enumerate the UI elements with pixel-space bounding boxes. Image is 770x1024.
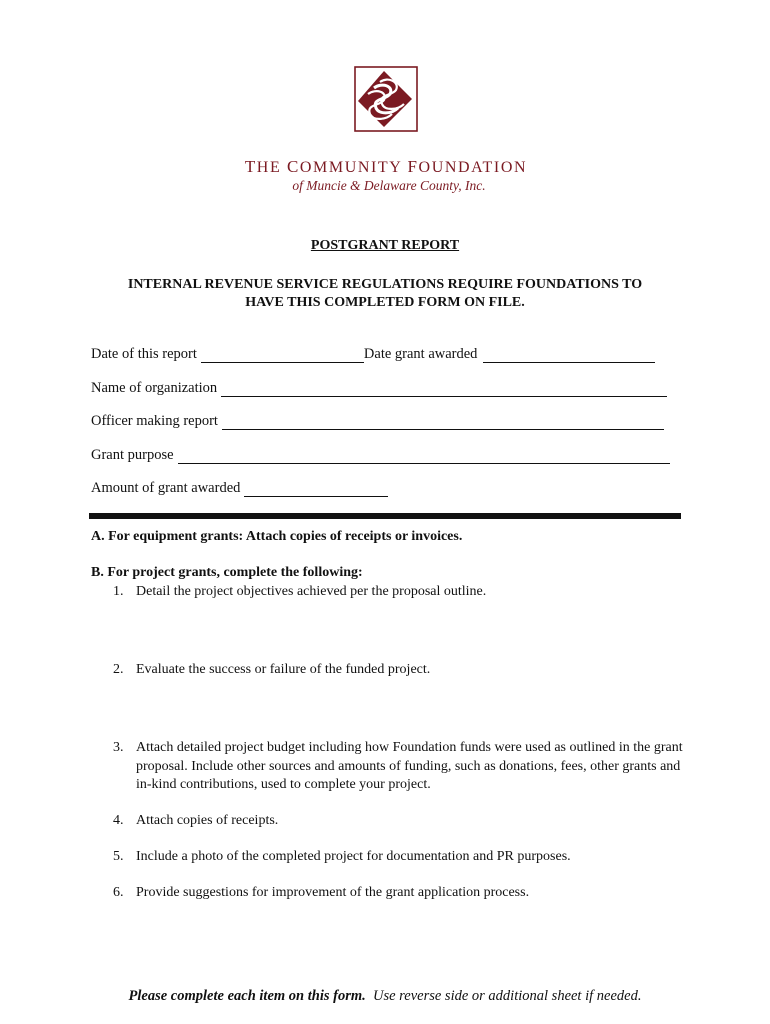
organization-subtitle: of Muncie & Delaware County, Inc. [292, 178, 486, 193]
organization-name: THE COMMUNITY FOUNDATION [244, 157, 528, 176]
item-text: Evaluate the success or failure of the funded project. [136, 662, 431, 677]
item-number: 4. [113, 813, 124, 828]
item-text: Detail the project objectives achieved per the proposal outline. [136, 584, 487, 599]
grant-purpose-label: Grant purpose [91, 447, 174, 463]
item-text: Attach detailed project budget including how Foundation funds were used as outlined in the grant proposal. Include other sources and amounts of funding, such as donations, fees, other grants and in-kind contributions, used to complete your project. [136, 740, 683, 792]
section-divider [89, 513, 681, 519]
list-item [113, 583, 683, 602]
item-number: 6. [113, 885, 124, 900]
officer-input[interactable] [222, 416, 664, 430]
organization-name-field [91, 380, 667, 397]
item-number: 3. [113, 740, 124, 755]
organization-name-input[interactable] [221, 383, 667, 397]
list-item [113, 884, 683, 903]
item-text: Attach copies of receipts. [136, 813, 279, 828]
officer-field [91, 413, 664, 430]
grant-amount-input[interactable] [244, 483, 388, 497]
item-text: Include a photo of the completed project for documentation and PR purposes. [136, 849, 571, 864]
section-b-heading: B. For project grants, complete the following: [91, 565, 363, 580]
date-report-input[interactable] [201, 349, 364, 363]
irs-notice: INTERNAL REVENUE SERVICE REGULATIONS REQUIRE FOUNDATIONS TO HAVE THIS COMPLETED FORM ON FILE. [127, 277, 643, 310]
grant-amount-label: Amount of grant awarded [91, 480, 241, 496]
officer-label: Officer making report [91, 413, 218, 429]
item-number: 2. [113, 662, 124, 677]
list-item [113, 848, 683, 867]
date-report-field [91, 346, 655, 363]
grant-purpose-field [91, 447, 670, 464]
item-number: 5. [113, 849, 124, 864]
foundation-logo-icon [354, 66, 418, 132]
list-item [113, 661, 683, 680]
date-awarded-input[interactable] [483, 349, 655, 363]
list-item [113, 739, 683, 795]
grant-amount-field [91, 480, 388, 497]
list-item [113, 812, 683, 831]
date-awarded-label: Date grant awarded [363, 346, 478, 362]
footer-note: Please complete each item on this form. Use reverse side or additional sheet if needed. [128, 988, 642, 1004]
page-title: POSTGRANT REPORT [310, 238, 460, 253]
date-report-label: Date of this report [91, 346, 197, 362]
grant-purpose-input[interactable] [178, 450, 670, 464]
item-number: 1. [113, 584, 124, 599]
section-a-heading: A. For equipment grants: Attach copies of receipts or invoices. [91, 529, 463, 544]
item-text: Provide suggestions for improvement of the grant application process. [136, 885, 530, 900]
organization-name-label: Name of organization [91, 380, 218, 396]
